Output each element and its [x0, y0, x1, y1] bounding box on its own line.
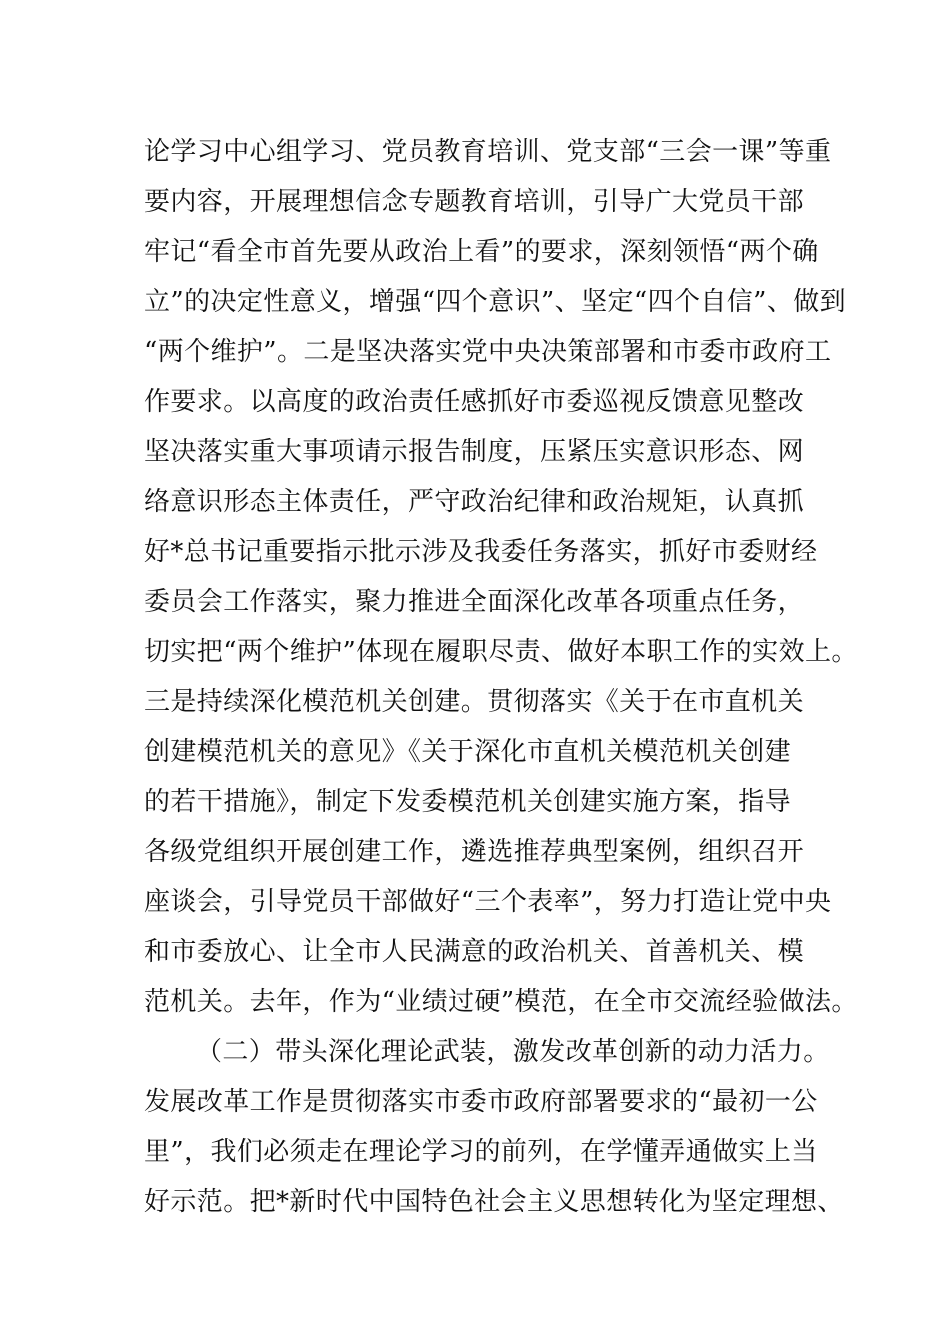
- text-line: 三是持续深化模范机关创建。贯彻落实《关于在市直机关: [144, 687, 805, 717]
- text-line: 的若干措施》，制定下发委模范机关创建实施方案，指导: [144, 787, 792, 817]
- text-line: 范机关。去年，作为“业绩过硬”模范，在全市交流经验做法。: [144, 987, 858, 1017]
- text-line: 好示范。把*新时代中国特色社会主义思想转化为坚定理想、: [144, 1187, 844, 1217]
- text-line: 论学习中心组学习、党员教育培训、党支部“三会一课”等重: [144, 137, 832, 167]
- text-line: 立”的决定性意义，增强“四个意识”、坚定“四个自信”、做到: [144, 287, 847, 317]
- text-line: 牢记“看全市首先要从政治上看”的要求，深刻领悟“两个确: [144, 237, 819, 267]
- text-line: “两个维护”。二是坚决落实党中央决策部署和市委市政府工: [144, 337, 832, 367]
- text-line: 里”，我们必须走在理论学习的前列，在学懂弄通做实上当: [144, 1137, 818, 1167]
- text-line: 发展改革工作是贯彻落实市委市政府部署要求的“最初一公: [144, 1087, 818, 1117]
- text-line: 作要求。以高度的政治责任感抓好市委巡视反馈意见整改: [144, 387, 805, 417]
- text-line: 要内容，开展理想信念专题教育培训，引导广大党员干部: [144, 187, 805, 217]
- text-line: 委员会工作落实，聚力推进全面深化改革各项重点任务，: [144, 587, 805, 617]
- text-line: 好*总书记重要指示批示涉及我委任务落实，抓好市委财经: [144, 537, 818, 567]
- text-line: 切实把“两个维护”体现在履职尽责、做好本职工作的实效上。: [144, 637, 858, 667]
- section-heading: （二）带头深化理论武装，激发改革创新的动力活力。: [196, 1037, 830, 1067]
- text-line: 络意识形态主体责任，严守政治纪律和政治规矩，认真抓: [144, 487, 805, 517]
- text-line: 各级党组织开展创建工作，遴选推荐典型案例，组织召开: [144, 837, 805, 867]
- text-line: 坚决落实重大事项请示报告制度，压紧压实意识形态、网: [144, 437, 805, 467]
- text-line: 创建模范机关的意见》《关于深化市直机关模范机关创建: [144, 737, 792, 767]
- text-line: 座谈会，引导党员干部做好“三个表率”，努力打造让党中央: [144, 887, 832, 917]
- body-text: [144, 127, 858, 1227]
- text-line: 和市委放心、让全市人民满意的政治机关、首善机关、模: [144, 937, 805, 967]
